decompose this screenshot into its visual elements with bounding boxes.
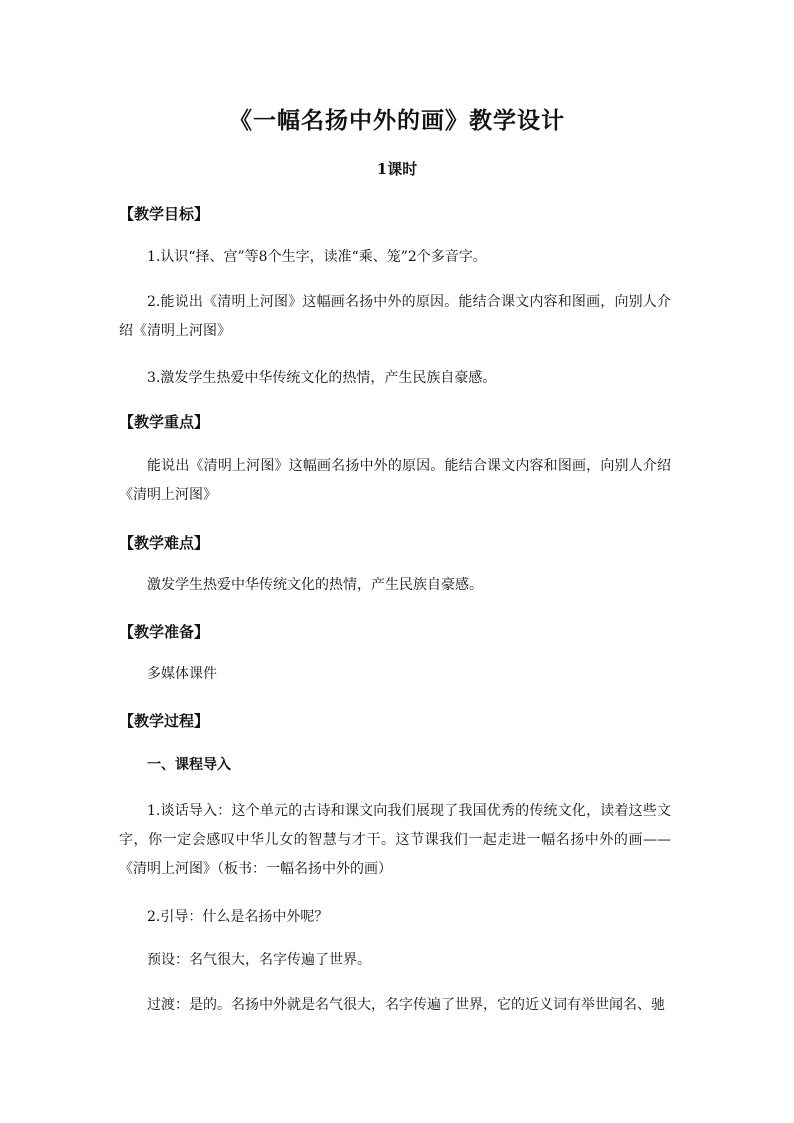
document-title: 《一幅名扬中外的画》教学设计 bbox=[229, 107, 565, 134]
process-paragraph-2: 2.引导：什么是名扬中外呢？ bbox=[147, 909, 329, 925]
lesson-duration: 1课时 bbox=[376, 160, 418, 178]
key-points-text: 能说出《清明上河图》这幅画名扬中外的原因。能结合课文内容和图画，向别人介绍《清明上河图》 bbox=[119, 458, 671, 503]
process-paragraph-1: 1.谈话导入：这个单元的古诗和课文向我们展现了我国优秀的传统文化，读着这些文字，你一定会感叹中华儿女的智慧与才干。这节课我们一起走进一幅名扬中外的画——《清明上河图》（板书：一幅名扬中外的画） bbox=[119, 803, 671, 877]
preparation-text: 多媒体课件 bbox=[147, 666, 217, 682]
objective-item-2: 2.能说出《清明上河图》这幅画名扬中外的原因。能结合课文内容和图画，向别人介绍《清明上河图》 bbox=[119, 294, 671, 339]
objectives-heading: 【教学目标】 bbox=[119, 205, 210, 223]
process-paragraph-4: 过渡：是的。名扬中外就是名气很大，名字传遍了世界，它的近义词有举世闻名、驰 bbox=[147, 997, 665, 1013]
objective-item-3: 3.激发学生热爱中华传统文化的热情，产生民族自豪感。 bbox=[147, 370, 497, 386]
preparation-heading: 【教学准备】 bbox=[119, 623, 210, 641]
process-heading: 【教学过程】 bbox=[119, 712, 210, 730]
difficulties-heading: 【教学难点】 bbox=[119, 534, 210, 552]
key-points-heading: 【教学重点】 bbox=[119, 413, 210, 431]
process-step1-heading: 一、课程导入 bbox=[147, 757, 231, 773]
process-paragraph-3: 预设：名气很大，名字传遍了世界。 bbox=[147, 952, 371, 968]
objective-item-1: 1.认识“择、宫”等8个生字，读准“乘、笼”2个多音字。 bbox=[147, 249, 487, 265]
difficulties-text: 激发学生热爱中华传统文化的热情，产生民族自豪感。 bbox=[147, 577, 483, 593]
